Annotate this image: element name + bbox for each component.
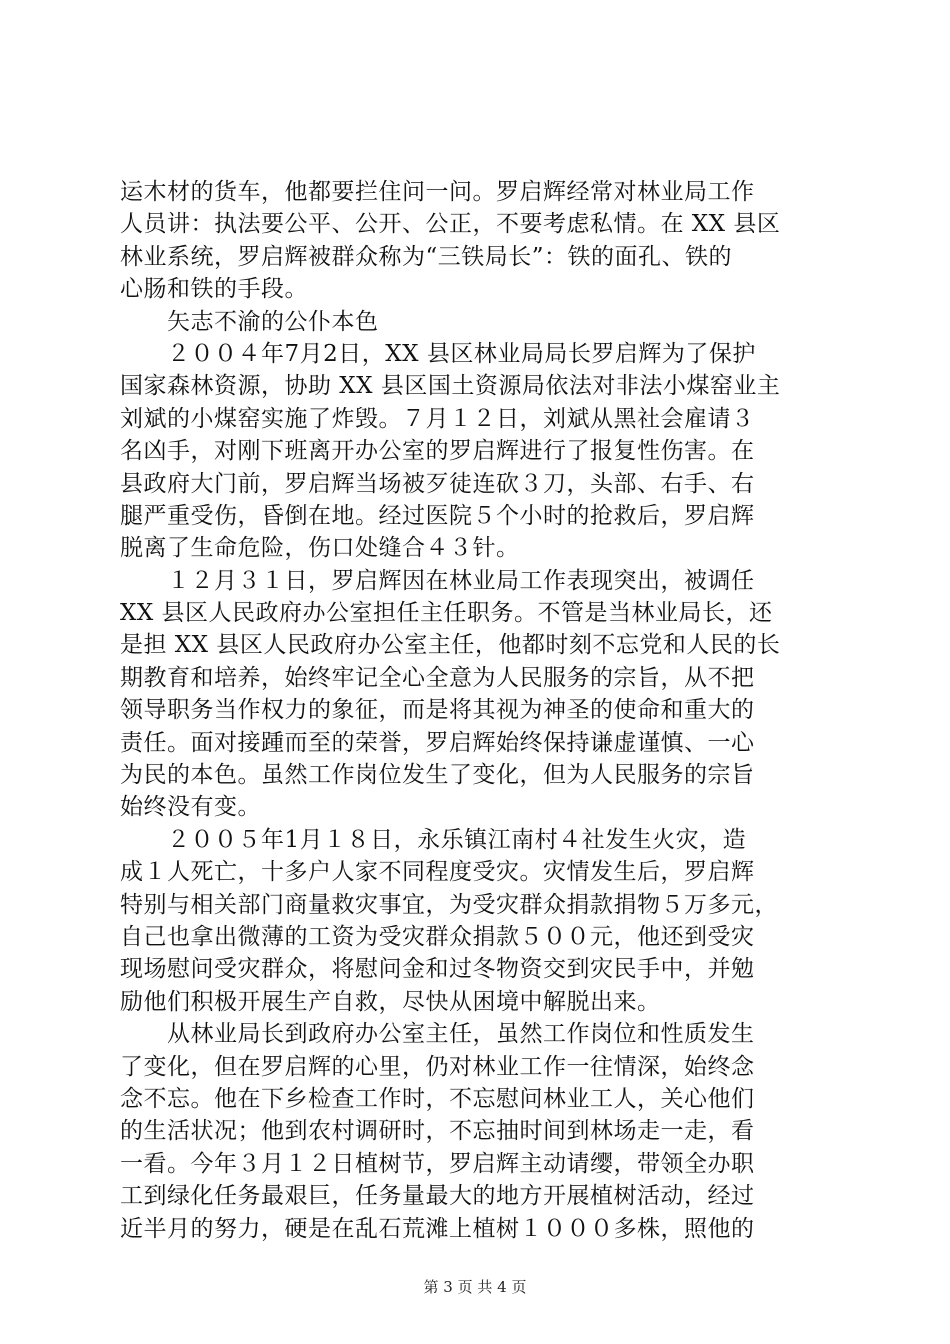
text-line: 林业系统，罗启辉被群众称为“三铁局长”：铁的面孔、铁的 [120, 243, 733, 270]
text-line: 自己也拿出微薄的工资为受灾群众捐款５００元，他还到受灾 [120, 923, 755, 950]
text-line: 了变化，但在罗启辉的心里，仍对林业工作一往情深，始终念 [120, 1053, 755, 1080]
text-line: 运木材的货车，他都要拦住问一问。罗启辉经常对林业局工作 [120, 179, 755, 205]
text-line: 脱离了生命危险，伤口处缝合４３针。 [120, 535, 520, 562]
text-line: ２００４年7月2日，XX 县区林业局局长罗启辉为了保护 [120, 340, 756, 367]
text-line: 刘斌的小煤窑实施了炸毁。７月１２日，刘斌从黑社会雇请３ [120, 405, 755, 432]
text-line: 人员讲：执法要公平、公开、公正，不要考虑私情。在 XX 县区 [120, 211, 781, 238]
text-line: 责任。面对接踵而至的荣誉，罗启辉始终保持谦虚谨慎、一心 [120, 729, 755, 756]
text-line: 始终没有变。 [120, 794, 261, 821]
text-line: 为民的本色。虽然工作岗位发生了变化，但为人民服务的宗旨 [120, 762, 755, 789]
page-number-footer: 第 3 页 共 4 页 [423, 1278, 527, 1296]
text-line: 工到绿化任务最艰巨，任务量最大的地方开展植树活动，经过 [120, 1183, 755, 1210]
text-line: 心肠和铁的手段。 [120, 276, 308, 303]
text-line: 期教育和培养，始终牢记全心全意为人民服务的宗旨，从不把 [120, 664, 755, 691]
section-heading: 矢志不渝的公仆本色 [120, 308, 379, 335]
text-line: 腿严重受伤，昏倒在地。经过医院５个小时的抢救后，罗启辉 [120, 502, 755, 529]
text-line: 是担 XX 县区人民政府办公室主任，他都时刻不忘党和人民的长 [120, 632, 781, 659]
text-line: ２００５年1月１８日，永乐镇江南村４社发生火灾，造 [120, 826, 747, 853]
text-line: １２月３１日，罗启辉因在林业局工作表现突出，被调任 [120, 567, 755, 594]
text-line: 近半月的努力，硬是在乱石荒滩上植树１０００多株，照他的 [120, 1215, 755, 1242]
text-line: 从林业局长到政府办公室主任，虽然工作岗位和性质发生 [120, 1021, 755, 1048]
text-line: XX 县区人民政府办公室担任主任职务。不管是当林业局长，还 [120, 600, 773, 627]
text-line: 一看。今年３月１２日植树节，罗启辉主动请缨，带领全办职 [120, 1150, 755, 1177]
text-line: 的生活状况；他到农村调研时，不忘抽时间到林场走一走，看 [120, 1118, 755, 1145]
text-line: 县政府大门前，罗启辉当场被歹徒连砍３刀，头部、右手、右 [120, 470, 755, 497]
text-line: 名凶手，对刚下班离开办公室的罗启辉进行了报复性伤害。在 [120, 438, 755, 465]
text-line: 特别与相关部门商量救灾事宜，为受灾群众捐款捐物５万多元， [120, 891, 778, 918]
text-line: 励他们积极开展生产自救，尽快从困境中解脱出来。 [120, 988, 661, 1015]
document-body [120, 176, 832, 1245]
text-line: 领导职务当作权力的象征，而是将其视为神圣的使命和重大的 [120, 697, 755, 724]
text-line: 现场慰问受灾群众，将慰问金和过冬物资交到灾民手中，并勉 [120, 956, 755, 983]
text-line: 成１人死亡，十多户人家不同程度受灾。灾情发生后，罗启辉 [120, 859, 755, 886]
text-line: 国家森林资源，协助 XX 县区国土资源局依法对非法小煤窑业主 [120, 373, 781, 400]
text-line: 念不忘。他在下乡检查工作时，不忘慰问林业工人，关心他们 [120, 1085, 755, 1112]
